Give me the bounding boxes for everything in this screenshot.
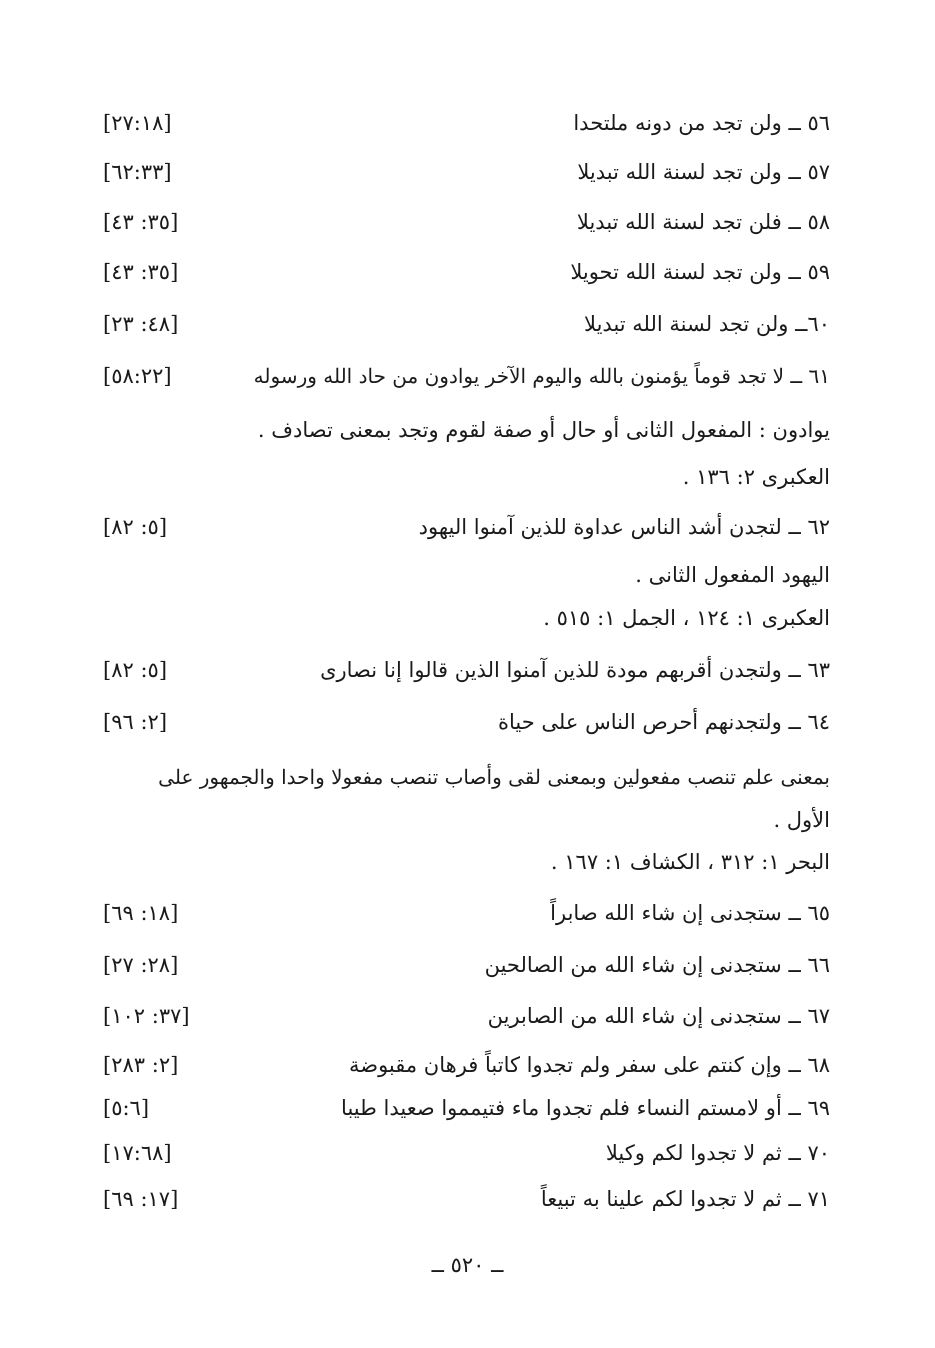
entry-text: ٦٩ ــ أو لامستم النساء فلم تجدوا ماء فتيمموا صعيدا طيبا — [341, 1096, 830, 1120]
entry-text: ٥٦ ــ ولن تجد من دونه ملتحدا — [573, 111, 830, 135]
entry-row — [0, 996, 935, 1036]
page-number: ــ ٥٢٠ ــ — [431, 1253, 504, 1277]
entry-reference: [٣٥: ٤٣] — [103, 260, 179, 284]
entry-row — [0, 507, 935, 547]
entry-reference: [٢٨: ٢٧] — [103, 953, 179, 977]
entry-row — [0, 1133, 935, 1173]
source-text: البحر ١: ٣١٢ ، الكشاف ١: ١٦٧ . — [550, 850, 830, 874]
entry-row — [0, 893, 935, 933]
entry-text: ٦٤ ــ ولتجدنهم أحرص الناس على حياة — [498, 710, 830, 734]
entry-text: ٦٨ ــ وإن كنتم على سفر ولم تجدوا كاتباً فرهان مقبوضة — [348, 1053, 830, 1077]
entry-row — [0, 1088, 935, 1128]
entry-reference: [١٨: ٦٩] — [103, 901, 179, 925]
entry-reference: [٥: ٨٢] — [103, 658, 168, 682]
entry-row — [0, 152, 935, 192]
entry-reference: [٥٨:٢٢] — [103, 364, 172, 388]
entry-text: ٧١ ــ ثم لا تجدوا لكم علينا به تبيعاً — [540, 1187, 830, 1211]
entry-row — [0, 252, 935, 292]
entry-text: ٦١ ــ لا تجد قوماً يؤمنون بالله واليوم الآخر يوادون من حاد الله ورسوله — [253, 364, 830, 388]
entry-text: ٦٠ــ ولن تجد لسنة الله تبديلا — [584, 312, 830, 336]
entry-row — [0, 650, 935, 690]
entry-row — [0, 1179, 935, 1219]
source-row — [0, 598, 935, 638]
paragraph-row — [0, 757, 935, 797]
entry-reference: [٥:٦] — [103, 1096, 150, 1120]
entry-reference: [٥: ٨٢] — [103, 515, 168, 539]
entry-text: ٦٥ ــ ستجدنى إن شاء الله صابراً — [550, 901, 830, 925]
entry-row — [0, 356, 935, 396]
entry-reference: [٢: ٩٦] — [103, 710, 168, 734]
entry-reference: [٣٧: ١٠٢] — [103, 1004, 190, 1028]
paragraph-text: بمعنى علم تنصب مفعولين وبمعنى لقى وأصاب تنصب مفعولا واحدا والجمهور على — [158, 765, 830, 789]
entry-row — [0, 202, 935, 242]
entry-text: ٦٦ ــ ستجدنى إن شاء الله من الصالحين — [484, 953, 830, 977]
entry-reference: [٤٨: ٢٣] — [103, 312, 179, 336]
entry-text: ٥٨ ــ فلن تجد لسنة الله تبديلا — [576, 210, 830, 234]
entry-row — [0, 1045, 935, 1085]
entry-text: ٦٣ ــ ولتجدن أقربهم مودة للذين آمنوا الذين قالوا إنا نصارى — [320, 658, 830, 682]
entry-reference: [١٧:٦٨] — [103, 1141, 172, 1165]
entry-reference: [٣٥: ٤٣] — [103, 210, 179, 234]
entry-reference: [٢: ٢٨٣] — [103, 1053, 179, 1077]
entry-text: ٥٧ ــ ولن تجد لسنة الله تبديلا — [577, 160, 830, 184]
note-row — [0, 555, 935, 595]
entry-reference: [١٧: ٦٩] — [103, 1187, 179, 1211]
note-row — [0, 410, 935, 450]
entry-reference: [٦٢:٣٣] — [103, 160, 172, 184]
entry-row — [0, 702, 935, 742]
source-text: العكبرى ٢: ١٣٦ . — [682, 465, 830, 489]
source-row — [0, 457, 935, 497]
note-text: يوادون : المفعول الثانى أو حال أو صفة لقوم وتجد بمعنى تصادف . — [257, 418, 830, 442]
entry-text: ٦٧ ــ ستجدنى إن شاء الله من الصابرين — [487, 1004, 830, 1028]
entry-reference: [٢٧:١٨] — [103, 111, 172, 135]
note-text: اليهود المفعول الثانى . — [635, 563, 830, 587]
entry-text: ٧٠ ــ ثم لا تجدوا لكم وكيلا — [605, 1141, 830, 1165]
entry-row — [0, 945, 935, 985]
entry-row — [0, 304, 935, 344]
source-text: العكبرى ١: ١٢٤ ، الجمل ١: ٥١٥ . — [543, 606, 830, 630]
source-row — [0, 842, 935, 882]
entry-row — [0, 103, 935, 143]
entry-text: ٥٩ ــ ولن تجد لسنة الله تحويلا — [570, 260, 830, 284]
entry-text: ٦٢ ــ لتجدن أشد الناس عداوة للذين آمنوا اليهود — [418, 515, 830, 539]
paragraph-text: الأول . — [773, 808, 830, 832]
paragraph-row — [0, 800, 935, 840]
